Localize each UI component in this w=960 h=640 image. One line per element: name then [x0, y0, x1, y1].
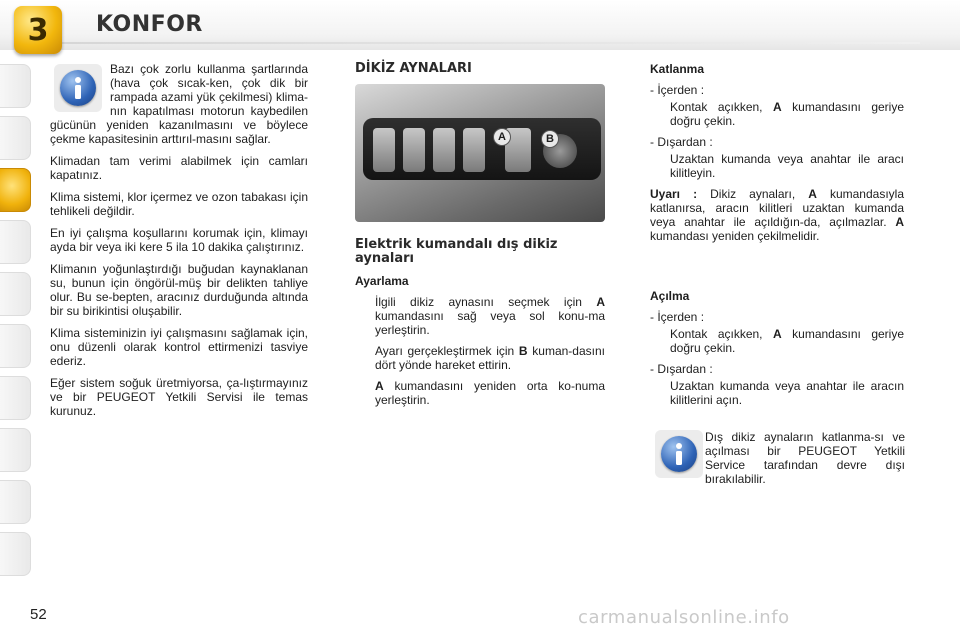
paragraph: Klima sistemi, klor içermez ve ozon tabakası için tehlikeli değildir. [50, 190, 308, 218]
instruction-item: Uzaktan kumanda veya anahtar ile aracın kilitlerini açın. [650, 379, 904, 407]
instruction-item: A kumandasını yeniden orta ko-numa yerleştirin. [355, 379, 605, 407]
chapter-title: KONFOR [96, 12, 203, 37]
control-label-a: A [493, 128, 511, 146]
outside-label: - Dışardan : [650, 135, 713, 149]
paragraph: En iyi çalışma koşullarını korumak için, klimayı ayda bir veya iki kere 5 ila 10 dakika çalıştırınız. [50, 226, 308, 254]
window-switch [463, 128, 485, 172]
inside-label: - İçerden : [650, 310, 705, 324]
chapter-number-badge: 3 [14, 6, 62, 54]
instruction-item: Kontak açıkken, A kumandasını geriye doğru çekin. [650, 100, 904, 128]
control-label-b: B [541, 130, 559, 148]
adjustment-title: Ayarlama [355, 274, 409, 288]
instruction-item: Ayarı gerçekleştirmek için B kuman-dasını dört yönde hareket ettirin. [355, 344, 605, 372]
page-number: 52 [30, 606, 47, 623]
watermark: carmanualsonline.info [578, 607, 790, 628]
paragraph: Klimanın yoğunlaştırdığı buğudan kaynaklanan su, bunun için öngörül-müş bir delikten tahliye olur. Bu se-bepten, aracınız durduğunda altında bir su birikintisi oluşabilir. [50, 262, 308, 318]
chapter-tab[interactable] [0, 324, 31, 368]
note-text: Dış dikiz aynaların katlanma-sı ve açılması bir PEUGEOT Yetkili Service tarafından devre dışı bırakılabilir. [705, 430, 905, 486]
chapter-tab-rail [0, 64, 34, 579]
pointer-icon [355, 344, 375, 372]
right-column [650, 62, 904, 414]
paragraph: Klima sisteminizin iyi çalışmasını sağlamak için, onu düzenli olarak kontrol ettirmenizi tasviye ederiz. [50, 326, 308, 368]
chapter-tab[interactable] [0, 376, 31, 420]
info-note-box [54, 64, 102, 112]
paragraph: Eğer sistem soğuk üretmiyorsa, ça-lıştırmayınız ve bir PEUGEOT Yetkili Servisi ile temas kurunuz. [50, 376, 308, 418]
info-icon [661, 436, 697, 472]
folding-title: Katlanma [650, 62, 705, 76]
air-conditioning-note: Bazı çok zorlu kullanma şartlarında (hava çok sıcak-ken, çok dik bir rampada azami yük çekilmesi) klima-nın kapatılması motorun kaybedilen gücünün yeniden kazanılmasını ve böylece çekme kapasitesinin arttırıl-masını sağlar. [50, 62, 308, 146]
window-switch [433, 128, 455, 172]
chapter-tab[interactable] [0, 116, 31, 160]
chapter-tab[interactable] [0, 428, 31, 472]
warning-paragraph: Uyarı : Dikiz aynaları, A kumandasıyla katlanırsa, aracın kilitleri uzaktan kumanda veya anahtar ile açıldığın-da, açılmazlar. A kumandası yeniden çekilmelidir. [650, 187, 904, 243]
inside-label: - İçerden : [650, 83, 705, 97]
window-switch [403, 128, 425, 172]
pointer-icon [650, 379, 670, 407]
chapter-tab[interactable] [0, 480, 31, 524]
mirror-control-photo [355, 84, 605, 222]
instruction-item: Uzaktan kumanda veya anahtar ile aracı kilitleyin. [650, 152, 904, 180]
subsection-title: Elektrik kumandalı dış dikiz aynaları [355, 237, 558, 266]
pointer-icon [650, 100, 670, 128]
unfolding-title: Açılma [650, 289, 690, 303]
pointer-icon [355, 379, 375, 407]
left-column [50, 62, 308, 426]
pointer-icon [650, 152, 670, 180]
pointer-icon [355, 295, 375, 337]
chapter-tab[interactable] [0, 272, 31, 316]
outside-label: - Dışardan : [650, 362, 713, 376]
info-note-box [655, 430, 703, 478]
instruction-item: İlgili dikiz aynasını seçmek için A kumandasını sağ veya sol konu-ma yerleştirin. [355, 295, 605, 337]
middle-column [355, 62, 605, 414]
instruction-item: Kontak açıkken, A kumandasını geriye doğru çekin. [650, 327, 904, 355]
pointer-icon [650, 327, 670, 355]
chapter-tab-active[interactable] [0, 168, 31, 212]
paragraph: Klimadan tam verimi alabilmek için camları kapatınız. [50, 154, 308, 182]
window-switch [373, 128, 395, 172]
info-icon [60, 70, 96, 106]
section-title: DİKİZ AYNALARI [355, 61, 472, 76]
mirror-info-note [655, 430, 905, 486]
chapter-tab[interactable] [0, 220, 31, 264]
chapter-tab[interactable] [0, 532, 31, 576]
chapter-tab[interactable] [0, 64, 31, 108]
